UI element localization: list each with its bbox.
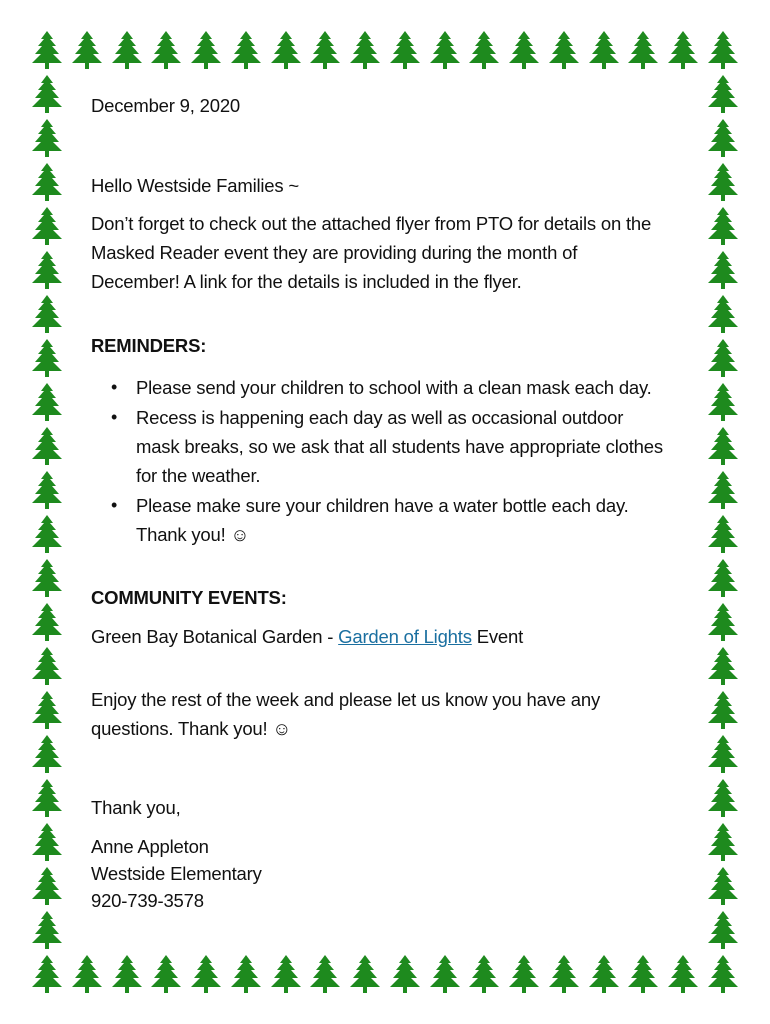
- pine-tree-icon: [508, 954, 540, 994]
- pine-tree-icon: [31, 778, 63, 818]
- pine-tree-icon: [429, 30, 461, 70]
- pine-tree-icon: [707, 206, 739, 246]
- pine-tree-icon: [31, 74, 63, 114]
- pine-tree-icon: [548, 954, 580, 994]
- pine-tree-icon: [707, 118, 739, 158]
- pine-tree-icon: [31, 118, 63, 158]
- pine-tree-icon: [707, 30, 739, 70]
- pine-tree-icon: [31, 514, 63, 554]
- pine-tree-icon: [588, 954, 620, 994]
- pine-tree-icon: [707, 866, 739, 906]
- pine-tree-icon: [707, 778, 739, 818]
- list-item: • Please make sure your children have a water bottle each day. Thank you! ☺: [91, 491, 691, 549]
- pine-tree-icon: [707, 470, 739, 510]
- pine-tree-icon: [111, 30, 143, 70]
- pine-tree-icon: [71, 954, 103, 994]
- signature-school: Westside Elementary: [91, 863, 262, 884]
- pine-tree-icon: [31, 382, 63, 422]
- pine-tree-icon: [31, 690, 63, 730]
- pine-tree-icon: [707, 646, 739, 686]
- pine-tree-icon: [31, 470, 63, 510]
- pine-tree-icon: [707, 338, 739, 378]
- pine-tree-icon: [31, 30, 63, 70]
- pine-tree-icon: [111, 954, 143, 994]
- pine-tree-icon: [707, 382, 739, 422]
- pine-tree-icon: [707, 294, 739, 334]
- pine-tree-icon: [707, 734, 739, 774]
- pine-tree-icon: [31, 206, 63, 246]
- pine-tree-icon: [627, 954, 659, 994]
- pine-tree-icon: [508, 30, 540, 70]
- letter-date: December 9, 2020: [91, 95, 241, 116]
- pine-tree-icon: [31, 426, 63, 466]
- pine-tree-icon: [707, 822, 739, 862]
- pine-tree-icon: [707, 514, 739, 554]
- pine-tree-icon: [707, 426, 739, 466]
- pine-tree-icon: [707, 690, 739, 730]
- pine-tree-icon: [31, 866, 63, 906]
- signature-name: Anne Appleton: [91, 836, 209, 857]
- community-events-heading: COMMUNITY EVENTS:: [91, 587, 287, 608]
- pine-tree-icon: [31, 822, 63, 862]
- pine-tree-icon: [667, 30, 699, 70]
- pine-tree-icon: [150, 954, 182, 994]
- pine-tree-icon: [31, 910, 63, 950]
- pine-tree-icon: [429, 954, 461, 994]
- pine-tree-icon: [627, 30, 659, 70]
- intro-line: Don’t forget to check out the attached flyer from PTO for details on the: [91, 213, 652, 234]
- pine-tree-icon: [31, 294, 63, 334]
- pine-tree-icon: [31, 954, 63, 994]
- pine-tree-icon: [309, 30, 341, 70]
- pine-tree-icon: [349, 954, 381, 994]
- pine-tree-icon: [190, 30, 222, 70]
- intro-line: December! A link for the details is included in the flyer.: [91, 271, 522, 292]
- pine-tree-icon: [31, 602, 63, 642]
- reminders-list: [91, 373, 691, 550]
- pine-tree-icon: [230, 30, 262, 70]
- pine-tree-icon: [150, 30, 182, 70]
- pine-tree-icon: [707, 954, 739, 994]
- pine-tree-icon: [349, 30, 381, 70]
- pine-tree-icon: [389, 30, 421, 70]
- greeting: Hello Westside Families ~: [91, 175, 299, 196]
- pine-tree-icon: [667, 954, 699, 994]
- community-event-line: Green Bay Botanical Garden - Garden of Lights Event: [91, 626, 524, 647]
- pine-tree-icon: [707, 602, 739, 642]
- closing-line: questions. Thank you! ☺: [91, 718, 292, 739]
- pine-tree-icon: [468, 954, 500, 994]
- pine-tree-icon: [468, 30, 500, 70]
- signoff: Thank you,: [91, 797, 181, 818]
- pine-tree-icon: [309, 954, 341, 994]
- signature-phone: 920-739-3578: [91, 890, 204, 911]
- garden-of-lights-link[interactable]: Garden of Lights: [338, 626, 472, 647]
- pine-tree-icon: [707, 162, 739, 202]
- pine-tree-icon: [71, 30, 103, 70]
- pine-tree-icon: [389, 954, 421, 994]
- reminders-heading: REMINDERS:: [91, 335, 207, 356]
- pine-tree-icon: [31, 162, 63, 202]
- list-item: • Please send your children to school with a clean mask each day.: [91, 373, 691, 402]
- pine-tree-icon: [230, 954, 262, 994]
- pine-tree-icon: [190, 954, 222, 994]
- pine-tree-icon: [31, 558, 63, 598]
- intro-line: Masked Reader event they are providing during the month of: [91, 242, 578, 263]
- pine-tree-icon: [707, 558, 739, 598]
- pine-tree-icon: [31, 250, 63, 290]
- pine-tree-icon: [588, 30, 620, 70]
- pine-tree-icon: [31, 646, 63, 686]
- pine-tree-icon: [707, 250, 739, 290]
- pine-tree-icon: [270, 954, 302, 994]
- list-item: • Recess is happening each day as well as occasional outdoor mask breaks, so we ask that all students have appropriate clothes for the weather.: [91, 403, 691, 490]
- pine-tree-icon: [707, 910, 739, 950]
- pine-tree-icon: [270, 30, 302, 70]
- pine-tree-icon: [548, 30, 580, 70]
- pine-tree-icon: [707, 74, 739, 114]
- closing-line: Enjoy the rest of the week and please let us know you have any: [91, 689, 601, 710]
- pine-tree-icon: [31, 734, 63, 774]
- pine-tree-icon: [31, 338, 63, 378]
